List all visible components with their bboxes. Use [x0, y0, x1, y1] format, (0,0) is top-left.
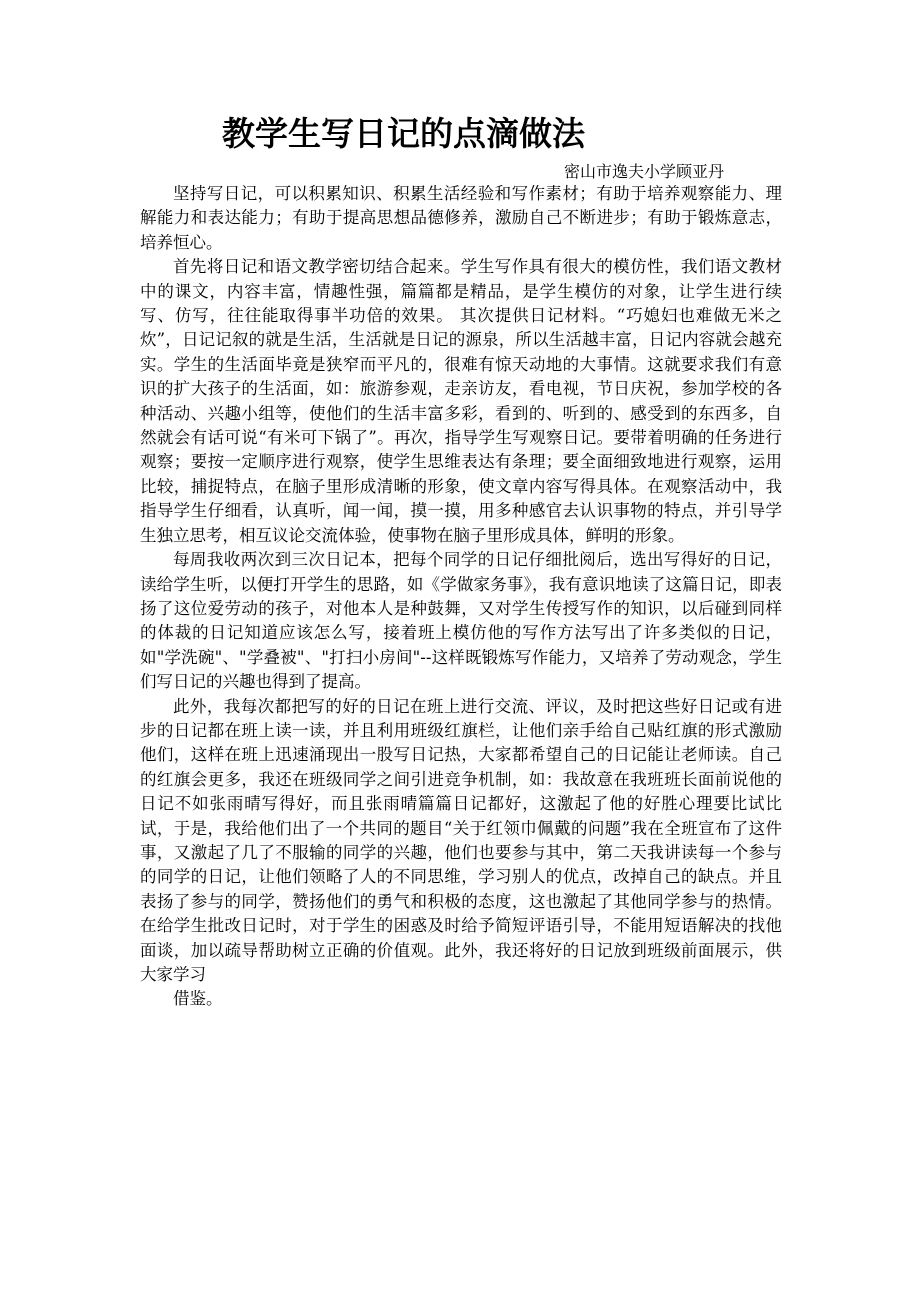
document-title: 教学生写日记的点滴做法 [222, 114, 585, 153]
document-body [140, 182, 782, 1012]
paragraph-ending: 借鉴。 [173, 989, 223, 1009]
paragraph-intro: 坚持写日记，可以积累知识、积累生活经验和写作素材；有助于培养观察能力、理解能力和表达能力；有助于提高思想品德修养，激励自己不断进步；有助于锻炼意志，培养恒心。 [140, 184, 782, 252]
author-line: 密山市逸夫小学顾亚丹 [564, 162, 725, 181]
paragraph-exchange: 此外，我每次都把写的好的日记在班上进行交流、评议，及时把这些好日记或有进步的日记都在班上读一读，并且利用班级红旗栏，让他们亲手给自己贴红旗的形式激励他们，这样在班上迅速涌现出一股写日记热，大家都希望自己的日记能让老师读。自己的红旗会更多，我还在班级同学之间引进竞争机制，如：我故意在我班班长面前说他的日记不如张雨晴写得好，而且张雨晴篇篇日记都好，这激起了他的好胜心理要比试比试，于是，我给他们出了一个共同的题目“关于红领巾佩戴的问题”我在全班宣布了这件事，又激起了几了不服输的同学的兴趣，他们也要参与其中，第二天我讲读每一个参与的同学的日记，让他们领略了人的不同思维，学习别人的优点，改掉自己的缺点。并且表扬了参与的同学，赞扬他们的勇气和积极的态度，这也激起了其他同学参与的热情。在给学生批改日记时，对于学生的困惑及时给予简短评语引导，不能用短语解决的找他面谈，加以疏导帮助树立正确的价值观。此外，我还将好的日记放到班级前面展示，供大家学习 [140, 696, 782, 984]
paragraph-reading: 每周我收两次到三次日记本，把每个同学的日记仔细批阅后，选出写得好的日记，读给学生听，以便打开学生的思路，如《学做家务事》，我有意识地读了这篇日记，即表扬了这位爱劳动的孩子，对他本人是种鼓舞，又对学生传授写作的知识，以后碰到同样的体裁的日记知道应该怎么写，接着班上模仿他的写作方法写出了许多类似的日记，如"学洗碗"、"学叠被"、"打扫小房间"--这样既锻炼写作能力，又培养了劳动观念，学生们写日记的兴趣也得到了提高。 [140, 550, 782, 692]
paragraph-methods: 首先将日记和语文教学密切结合起来。学生写作具有很大的模仿性，我们语文教材中的课文，内容丰富，情趣性强，篇篇都是精品，是学生模仿的对象，让学生进行续写、仿写，往往能取得事半功倍的效果。 其次提供日记材料。“巧媳妇也难做无米之炊”，日记记叙的就是生活，生活就是日记的源泉，所以生活越丰富，日记内容就会越充实。学生的生活面毕竟是狭窄而平凡的，很难有惊天动地的大事情。这就要求我们有意识的扩大孩子的生活面，如：旅游参观，走亲访友，看电视，节日庆祝，参加学校的各种活动、兴趣小组等，使他们的生活丰富多彩，看到的、听到的、感受到的东西多，自然就会有话可说“有米可下锅了”。再次，指导学生写观察日记。要带着明确的任务进行观察；要按一定顺序进行观察，使学生思维表达有条理；要全面细致地进行观察，运用比较，捕捉特点，在脑子里形成清晰的形象，使文章内容写得具体。在观察活动中，我指导学生仔细看，认真听，闻一闻，摸一摸，用多种感官去认识事物的特点，并引导学生独立思考，相互议论交流体验，使事物在脑子里形成具体，鲜明的形象。 [140, 257, 782, 545]
